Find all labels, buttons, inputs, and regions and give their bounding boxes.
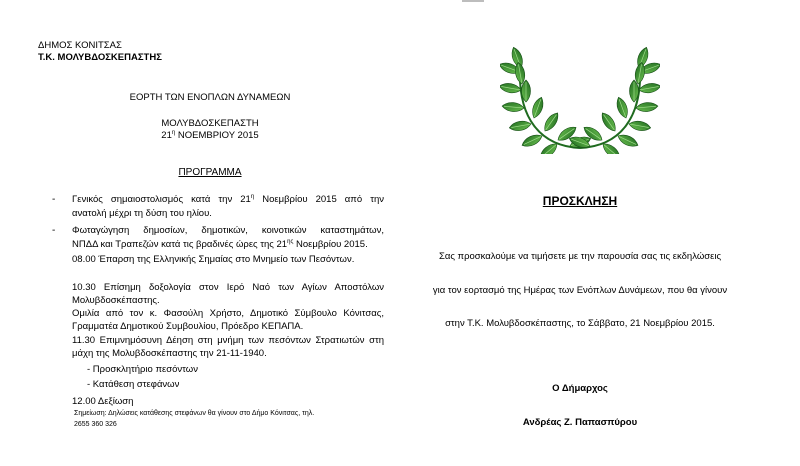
schedule-1030-line-1: 10.30 Επίσημη δοξολογία στον Ιερό Ναό των Αγίων Αποστόλων <box>72 282 384 293</box>
program-item-2-text-c: Νοεμβρίου 2015. <box>293 239 368 250</box>
bullet-dash: - <box>52 194 56 205</box>
program-item-2-text-b: ΝΠΔΔ και Τραπεζών κατά τις βραδινές ώρες της 21 <box>72 239 288 250</box>
program-item-2-sup: ης <box>287 238 294 245</box>
event-title: ΕΟΡΤΗ ΤΩΝ ΕΝΟΠΛΩΝ ΔΥΝΑΜΕΩΝ <box>129 92 291 103</box>
note-line-2: 2655 360 326 <box>74 421 117 428</box>
note-line-1: Σημείωση: Δηλώσεις κατάθεσης στεφάνων θα γίνουν στο Δήμο Κόνιτσας, τηλ. <box>74 410 315 417</box>
speech-line-1: Ομιλία από τον κ. Φασούλη Χρήστο, Δημοτικό Σύμβουλο Κόνιτσας, <box>72 308 384 319</box>
event-date-day: 21 <box>161 130 172 141</box>
schedule-1030-line-2: Μολυβδοσκέπαστης. <box>72 295 160 306</box>
invitation-line-2: για τον εορτασμό της Ημέρας των Ενόπλων Δυνάμεων, που θα γίνουν <box>432 285 728 296</box>
schedule-0800: 08.00 Έπαρση της Ελληνικής Σημαίας στο Μνημείο των Πεσόντων. <box>72 254 355 265</box>
program-item-1-sup: η <box>250 193 255 200</box>
schedule-1130-line-2: μάχη της Μολυβδοσκέπαστης την 21-11-1940. <box>72 348 267 359</box>
program-item-2-line-2 <box>72 239 368 250</box>
event-place: ΜΟΛΥΒΔΟΣΚΕΠΑΣΤΗ <box>161 118 259 129</box>
community-name: Τ.Κ. ΜΟΛΥΒΔΟΣΚΕΠΑΣΤΗΣ <box>38 52 162 63</box>
top-edge-mark <box>462 0 484 2</box>
program-item-1-line-2: ανατολή μέχρι τη δύση του ηλίου. <box>72 208 212 219</box>
invitation-heading: ΠΡΟΣΚΛΗΣΗ <box>542 194 618 208</box>
event-date-rest: ΝΟΕΜΒΡΙΟΥ 2015 <box>175 130 259 141</box>
invitation-line-3: στην Τ.Κ. Μολυβδοσκέπαστης, το Σάββατο, 21 Νοεμβρίου 2015. <box>445 318 715 329</box>
sub-item-wreath-laying: - Κατάθεση στεφάνων <box>87 379 180 390</box>
signer-name: Ανδρέας Ζ. Παπασπύρου <box>522 417 638 428</box>
bullet-dash: - <box>52 225 56 236</box>
invitation-line-1: Σας προσκαλούμε να τιμήσετε με την παρουσία σας τις εκδηλώσεις <box>438 251 722 262</box>
schedule-1200: 12.00 Δεξίωση <box>72 396 134 407</box>
signer-title: Ο Δήμαρχος <box>552 383 608 394</box>
program-item-1-line-1 <box>72 194 384 205</box>
event-date <box>60 130 360 141</box>
program-item-2-line-1: Φωταγώγηση δημοσίων, δημοτικών, κοινοτικών καταστημάτων, <box>72 225 384 236</box>
sub-item-roll-call: - Προσκλητήριο πεσόντων <box>87 364 198 375</box>
municipality-name: ΔΗΜΟΣ ΚΟΝΙΤΣΑΣ <box>38 40 122 51</box>
program-heading: ΠΡΟΓΡΑΜΜΑ <box>178 167 242 178</box>
speech-line-2: Γραμματέα Δημοτικού Συμβουλίου, Πρόεδρο ΚΕΠΑΠΑ. <box>72 321 304 332</box>
schedule-1130-line-1: 11.30 Επιμνημόσυνη Δέηση στη μνήμη των πεσόντων Στρατιωτών στη <box>72 335 384 346</box>
program-item-1-text-a: Γενικός σημαιοστολισμός κατά την 21 <box>72 194 251 205</box>
program-item-1-text-b: Νοεμβρίου 2015 από την <box>254 194 384 205</box>
event-date-sup: η <box>171 129 176 136</box>
laurel-wreath-icon <box>500 28 660 154</box>
